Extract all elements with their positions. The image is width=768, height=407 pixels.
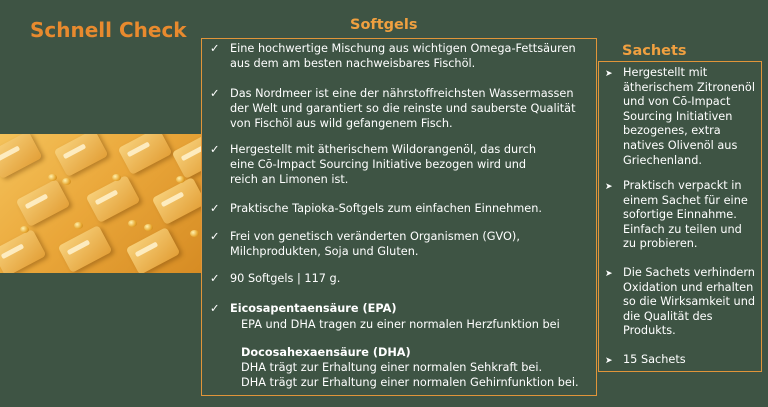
- list-item: ✓ Frei von genetisch veränderten Organismen (GVO), Milchprodukten, Soja und Gluten.: [210, 230, 520, 258]
- list-item: ✓ 90 Softgels | 117 g.: [210, 272, 341, 285]
- product-photo: [0, 134, 212, 273]
- list-item: ✓ Praktische Tapioka-Softgels zum einfachen Einnehmen.: [210, 202, 542, 215]
- checkmark-icon: ✓: [210, 87, 220, 100]
- checkmark-icon: ✓: [210, 272, 220, 285]
- softgels-title: Softgels: [350, 17, 418, 33]
- softgels-panel: [201, 38, 597, 396]
- list-item: ➤ Die Sachets verhindern Oxidation und erhalten so die Wirksamkeit und die Qualität des Produkts.: [605, 266, 756, 338]
- checkmark-icon: ✓: [210, 230, 220, 243]
- page-title: Schnell Check: [30, 18, 187, 42]
- checkmark-icon: ✓: [210, 202, 220, 215]
- list-item: ➤ 15 Sachets: [605, 353, 757, 369]
- arrowhead-icon: ➤: [605, 356, 613, 366]
- checkmark-icon: ✓: [210, 42, 220, 55]
- sachets-panel: [598, 61, 762, 372]
- dha-text-1: DHA trägt zur Erhaltung einer normalen Sehkraft bei.: [241, 361, 543, 374]
- list-item: ✓ Das Nordmeer ist eine der nährstoffreichsten Wassermassen der Welt und garantiert so die reinste und sauberste Qualität von Fischöl aus wild gefangenem Fisch.: [210, 87, 576, 130]
- epa-text: EPA und DHA tragen zu einer normalen Herzfunktion bei: [241, 318, 560, 331]
- checkmark-icon: ✓: [210, 143, 220, 156]
- arrowhead-icon: ➤: [605, 182, 613, 192]
- list-item: ✓ Eicosapentaensäure (EPA): [210, 302, 397, 315]
- arrowhead-icon: ➤: [605, 69, 613, 79]
- list-item: ➤ Praktisch verpackt in einem Sachet für eine sofortige Einnahme. Einfach zu teilen und zu probieren.: [605, 179, 748, 251]
- list-item: ➤ Hergestellt mit ätherischem Zitronenöl und von Cō-Impact Sourcing Initiativen bezogenes, extra natives Olivenöl aus Griechenland.: [605, 66, 755, 167]
- checkmark-icon: ✓: [210, 302, 220, 315]
- list-item: ✓ Hergestellt mit ätherischem Wildorangenöl, das durch eine Cō-Impact Sourcing Initiative bezogen wird und reich an Limonen ist.: [210, 143, 536, 186]
- sachets-title: Sachets: [622, 43, 687, 59]
- dha-heading: Docosahexaensäure (DHA): [241, 346, 411, 359]
- dha-text-2: DHA trägt zur Erhaltung einer normalen Gehirnfunktion bei.: [241, 376, 579, 389]
- arrowhead-icon: ➤: [605, 269, 613, 279]
- list-item: ✓ Eine hochwertige Mischung aus wichtigen Omega-Fettsäuren aus dem am besten nachweisbares Fischöl.: [210, 42, 576, 70]
